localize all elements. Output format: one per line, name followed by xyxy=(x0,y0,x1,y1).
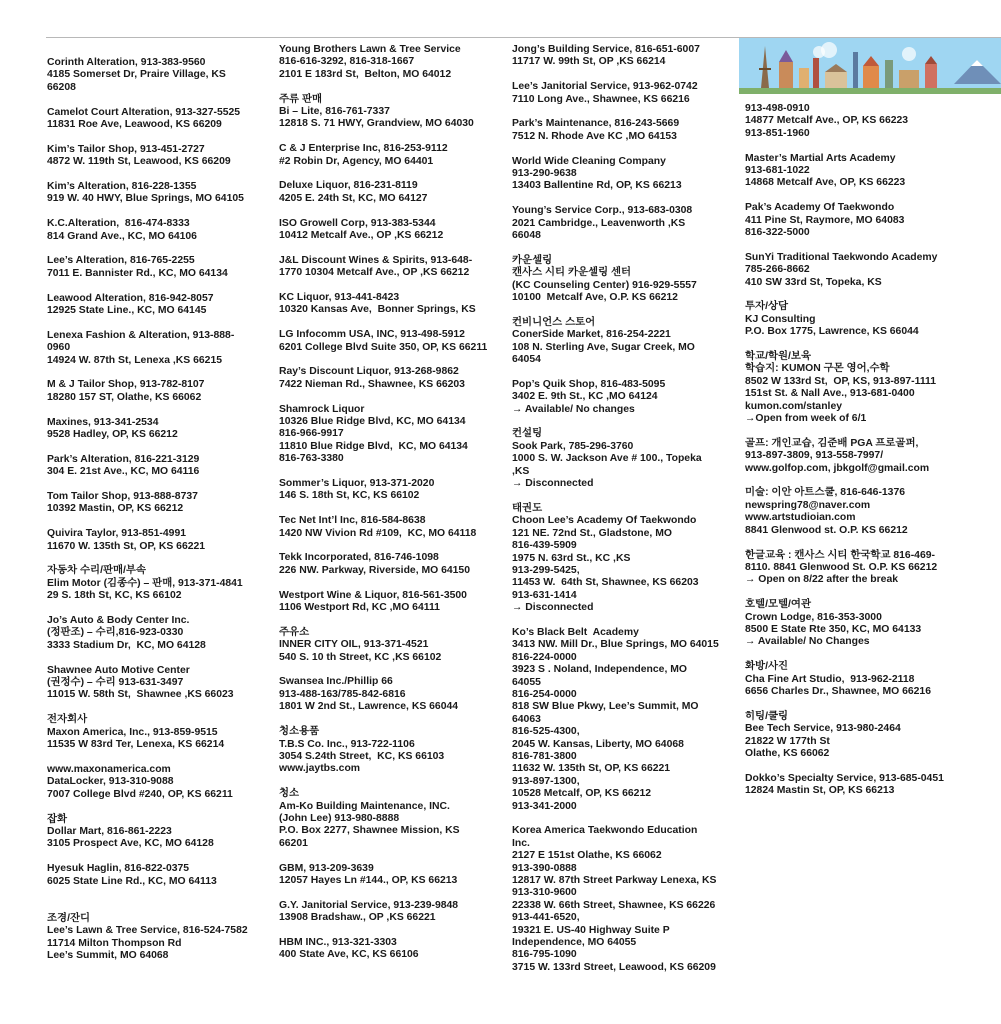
listing-line: 540 S. 10 th Street, KC ,KS 66102 xyxy=(279,651,442,663)
listing-line: 13908 Bradshaw., OP ,KS 66221 xyxy=(279,912,436,924)
listing-line: 913-851-1960 xyxy=(745,127,810,139)
listing-line: 11831 Roe Ave, Leawood, KS 66209 xyxy=(47,119,222,131)
listing-line: Kim’s Alteration, 816-228-1355 xyxy=(47,181,197,193)
listing-line: Bi – Lite, 816-761-7337 xyxy=(279,106,390,118)
listing-line: 12817 W. 87th Street Parkway Lenexa, KS xyxy=(512,875,717,887)
listing-line: 11717 W. 99th St, OP ,KS 66214 xyxy=(512,56,666,68)
listing-line: 10412 Metcalf Ave., OP ,KS 66212 xyxy=(279,230,444,242)
listing-entry xyxy=(279,515,494,540)
listing-line: →Open from week of 6/1 xyxy=(745,413,867,425)
listing-entry xyxy=(279,94,494,131)
listing-line: 학교/학원/보육 xyxy=(745,351,811,363)
listing-line: 10320 Kansas Ave, Bonner Springs, KS xyxy=(279,304,476,316)
listing-line: Swansea Inc./Phillip 66 xyxy=(279,676,393,688)
listing-line: 골프: 개인교습, 김준배 PGA 프로골퍼, xyxy=(745,437,919,449)
listing-line: 18280 157 ST, Olathe, KS 66062 xyxy=(47,391,202,403)
listing-line: KJ Consulting xyxy=(745,313,816,325)
listing-line: HBM INC., 913-321-3303 xyxy=(279,936,397,948)
listing-line: #2 Robin Dr, Agency, MO 64401 xyxy=(279,155,434,167)
listing-line: Quivira Taylor, 913-851-4991 xyxy=(47,528,187,540)
listing-line: 8841 Glenwood st. O.P. KS 66212 xyxy=(745,524,908,536)
listing-entry xyxy=(279,218,494,243)
listing-line: Master’s Martial Arts Academy xyxy=(745,152,896,164)
listing-entry xyxy=(512,825,727,974)
listing-line: 7007 College Blvd #240, OP, KS 66211 xyxy=(47,788,233,800)
listing-line: K.C.Alteration, 816-474-8333 xyxy=(47,218,190,230)
listing-line: SunYi Traditional Taekwondo Academy xyxy=(745,251,938,263)
listing-entry xyxy=(512,205,727,242)
listing-entry xyxy=(279,726,494,776)
listing-entry xyxy=(745,550,995,587)
listing-line: Shamrock Liquor xyxy=(279,403,365,415)
listing-line: 3923 S . Noland, Independence, MO xyxy=(512,664,687,676)
listing-entry xyxy=(745,103,995,140)
listing-entry xyxy=(745,661,995,698)
listing-line: Lee’s Lawn & Tree Service, 816-524-7582 xyxy=(47,925,248,937)
listing-entry xyxy=(279,366,494,391)
listing-line: 주류 판매 xyxy=(279,93,323,105)
listing-line: 913-299-5425, xyxy=(512,564,580,576)
listing-entry xyxy=(279,292,494,317)
listing-line: ConerSide Market, 816-254-2221 xyxy=(512,329,671,341)
listing-line: (권정수) – 수리 913-631-3497 xyxy=(47,677,184,689)
listing-line: Korea America Taekwondo Education xyxy=(512,825,698,837)
listing-line: 151st St. & Nall Ave., 913-681-0400 xyxy=(745,388,915,400)
listing-line: 13403 Ballentine Rd, OP, KS 66213 xyxy=(512,180,682,192)
listing-line: 3413 NW. Mill Dr., Blue Springs, MO 64015 xyxy=(512,639,719,651)
listing-line: Dollar Mart, 816-861-2223 xyxy=(47,825,172,837)
listing-line: Shawnee Auto Motive Center xyxy=(47,664,190,676)
listing-entry xyxy=(745,301,995,338)
listing-line: Young’s Service Corp., 913-683-0308 xyxy=(512,205,693,217)
listing-line: P.O. Box 1775, Lawrence, KS 66044 xyxy=(745,326,919,338)
world-landmarks-icon xyxy=(739,38,1001,94)
listing-line: 10100 Metcalf Ave, O.P. KS 66212 xyxy=(512,292,678,304)
listing-line: Park’s Alteration, 816-221-3129 xyxy=(47,453,200,465)
listing-line: www.artstudioian.com xyxy=(745,512,856,524)
listing-line: 12925 State Line., KC, MO 64145 xyxy=(47,305,207,317)
listing-line: 9528 Hadley, OP, KS 66212 xyxy=(47,429,178,441)
listing-entry xyxy=(279,329,494,354)
listing-line: Olathe, KS 66062 xyxy=(745,747,830,759)
listing-entry xyxy=(47,57,262,94)
listing-line: T.B.S Co. Inc., 913-722-1106 xyxy=(279,738,415,750)
listing-entry xyxy=(47,417,262,442)
listing-entry xyxy=(745,351,995,425)
listing-line: www.maxonamerica.com xyxy=(47,763,171,775)
listing-line: 816-781-3800 xyxy=(512,751,577,762)
listing-line: LG Infocomm USA, INC, 913-498-5912 xyxy=(279,329,465,341)
listing-line: KC Liquor, 913-441-8423 xyxy=(279,292,400,304)
listing-line: 2045 W. Kansas, Liberty, MO 64068 xyxy=(512,738,684,750)
listing-line: 400 State Ave, KC, KS 66106 xyxy=(279,949,419,961)
listing-line: 10326 Blue Ridge Blvd, KC, MO 64134 xyxy=(279,416,466,428)
listing-line: Westport Wine & Liquor, 816-561-3500 xyxy=(279,589,467,601)
listing-entry xyxy=(47,565,262,602)
listing-line: 22338 W. 66th Street, Shawnee, KS 66226 xyxy=(512,899,716,911)
listing-line: 816-254-0000 xyxy=(512,688,577,700)
listing-line: → Open on 8/22 after the break xyxy=(745,574,899,586)
listing-entry xyxy=(279,404,494,466)
listing-line: 1801 W 2nd St., Lawrence, KS 66044 xyxy=(279,701,459,713)
listing-line: Crown Lodge, 816-353-3000 xyxy=(745,611,882,623)
listing-line: Deluxe Liquor, 816-231-8119 xyxy=(279,180,418,192)
listing-line: 8110. 8841 Glenwood St. O.P. KS 66212 xyxy=(745,561,938,573)
listing-line: Tom Tailor Shop, 913-888-8737 xyxy=(47,491,198,503)
listing-line: 913-310-9600 xyxy=(512,887,577,899)
listing-line: Bee Tech Service, 913-980-2464 xyxy=(745,723,901,735)
listing-line: C & J Enterprise Inc, 816-253-9112 xyxy=(279,143,448,155)
listing-line: 1000 S. W. Jackson Ave # 100., Topeka xyxy=(512,453,702,465)
listing-line: → Available/ No changes xyxy=(512,403,635,415)
listing-line: G.Y. Janitorial Service, 913-239-9848 xyxy=(279,899,459,911)
listing-line: 2127 E 151st Olathe, KS 66062 xyxy=(512,850,662,862)
listing-line: 14868 Metcalf Ave, OP, KS 66223 xyxy=(745,177,906,189)
listing-line: 청소 xyxy=(279,788,300,800)
listing-entry xyxy=(279,676,494,713)
listing-line: 14924 W. 87th St, Lenexa ,KS 66215 xyxy=(47,354,223,366)
listing-line: 1770 10304 Metcalf Ave., OP ,KS 66212 xyxy=(279,267,470,279)
listing-line: 12818 S. 71 HWY, Grandview, MO 64030 xyxy=(279,118,474,130)
listing-line: 919 W. 40 HWY, Blue Springs, MO 64105 xyxy=(47,193,244,205)
listing-entry xyxy=(512,428,727,490)
listing-line: 투자/상담 xyxy=(745,301,789,313)
listing-line: 29 S. 18th St, KC, KS 66102 xyxy=(47,590,182,602)
listing-entry xyxy=(279,788,494,850)
listing-line: 2021 Cambridge., Leavenworth ,KS xyxy=(512,217,686,229)
listing-line: 컨설팅 xyxy=(512,428,543,440)
listing-line: 816-795-1090 xyxy=(512,949,577,961)
listing-line: 0960 xyxy=(47,342,71,354)
listing-line: Cha Fine Art Studio, 913-962-2118 xyxy=(745,673,915,685)
listing-line: Lee’s Janitorial Service, 913-962-0742 xyxy=(512,81,698,93)
listing-line: Lenexa Fashion & Alteration, 913-888- xyxy=(47,329,235,341)
listing-line: 8500 E State Rte 350, KC, MO 64133 xyxy=(745,623,922,635)
listing-line: Young Brothers Lawn & Tree Service xyxy=(279,44,461,55)
listing-line: 816-525-4300, xyxy=(512,726,580,738)
listing-line: 6656 Charles Dr., Shawnee, MO 66216 xyxy=(745,685,931,697)
listing-line: INNER CITY OIL, 913-371-4521 xyxy=(279,639,429,651)
listing-line: 3105 Prospect Ave, KC, MO 64128 xyxy=(47,838,214,850)
listing-line: 226 NW. Parkway, Riverside, MO 64150 xyxy=(279,564,470,576)
listing-line: Pak’s Academy Of Taekwondo xyxy=(745,202,895,214)
listing-line: 814 Grand Ave., KC, MO 64106 xyxy=(47,230,197,242)
listing-line: 411 Pine St, Raymore, MO 64083 xyxy=(745,214,905,226)
listing-line: 7110 Long Ave., Shawnee, KS 66216 xyxy=(512,93,690,105)
listing-line: Elim Motor (김종수) – 판매, 913-371-4841 xyxy=(47,577,243,589)
listing-line: J&L Discount Wines & Spirits, 913-648- xyxy=(279,254,473,266)
listing-entry xyxy=(47,107,262,132)
listing-line: 6201 College Blvd Suite 350, OP, KS 66211 xyxy=(279,341,488,353)
listing-line: 3333 Stadium Dr, KC, MO 64128 xyxy=(47,639,206,651)
listing-line: 1420 NW Vivion Rd #109, KC, MO 64118 xyxy=(279,527,477,539)
listing-line: DataLocker, 913-310-9088 xyxy=(47,776,174,788)
listing-line: www.golfop.com, jbkgolf@gmail.com xyxy=(745,462,930,474)
listing-line: 816-439-5909 xyxy=(512,540,577,552)
listing-entry xyxy=(47,764,262,801)
listing-line: 11714 Milton Thompson Rd xyxy=(47,937,182,949)
listing-line: Ko’s Black Belt Academy xyxy=(512,626,639,638)
listing-line: 11632 W. 135th St, OP, KS 66221 xyxy=(512,763,671,775)
listing-line: Tekk Incorporated, 816-746-1098 xyxy=(279,552,439,564)
listing-entry xyxy=(512,379,727,416)
listing-entry xyxy=(47,293,262,318)
listing-line: Leawood Alteration, 816-942-8057 xyxy=(47,292,214,304)
listing-entry xyxy=(512,81,727,106)
listing-line: Sommer’s Liquor, 913-371-2020 xyxy=(279,478,435,490)
listing-line: World Wide Cleaning Company xyxy=(512,155,666,167)
listing-entry xyxy=(279,937,494,962)
listing-line: 21822 W 177th St xyxy=(745,735,830,747)
listing-line: 913-681-1022 xyxy=(745,165,810,177)
listing-line: 146 S. 18th St, KC, KS 66102 xyxy=(279,490,420,502)
listing-line: Am-Ko Building Maintenance, INC. xyxy=(279,800,450,812)
listing-line: Dokko’s Specialty Service, 913-685-0451 xyxy=(745,772,944,784)
listing-entry xyxy=(47,665,262,702)
listing-line: 10528 Metcalf, OP, KS 66212 xyxy=(512,788,652,800)
listing-line: 조경/잔디 xyxy=(47,912,91,924)
listing-line: 64055 xyxy=(512,676,541,688)
directory-column-2 xyxy=(279,44,494,974)
listing-entry xyxy=(279,255,494,280)
listing-entry xyxy=(279,900,494,925)
listing-line xyxy=(47,900,262,912)
listing-line: 785-266-8662 xyxy=(745,264,810,276)
listing-entry xyxy=(512,44,727,69)
listing-line: 66201 xyxy=(279,837,308,849)
listing-entry xyxy=(279,590,494,615)
listing-line: 4205 E. 24th St, KC, MO 64127 xyxy=(279,192,428,204)
listing-line: 64063 xyxy=(512,713,541,725)
listing-line: 미술: 이안 아트스쿨, 816-646-1376 xyxy=(745,487,906,499)
listing-entry xyxy=(512,503,727,615)
listing-line: 121 NE. 72nd St., Gladstone, MO xyxy=(512,527,672,539)
listing-line: 8502 W 133rd St, OP, KS, 913-897-1111 xyxy=(745,375,937,387)
listing-entry xyxy=(47,863,262,888)
listing-line: 816-322-5000 xyxy=(745,227,810,239)
listing-entry xyxy=(745,487,995,537)
listing-line: Choon Lee’s Academy Of Taekwondo xyxy=(512,515,697,527)
listing-line: 816-224-0000 xyxy=(512,651,577,663)
listing-entry xyxy=(745,153,995,190)
listing-line: 컨비니언스 스토어 xyxy=(512,316,596,328)
listing-line: 11810 Blue Ridge Blvd, KC, MO 64134 xyxy=(279,440,468,452)
listing-line: GBM, 913-209-3639 xyxy=(279,862,374,874)
listing-line: 913-631-1414 xyxy=(512,589,577,601)
listing-entry xyxy=(279,44,494,81)
listing-line: Hyesuk Haglin, 816-822-0375 xyxy=(47,863,190,875)
listing-entry xyxy=(745,202,995,239)
listing-line: 66048 xyxy=(512,230,541,242)
listing-line: 화방/사진 xyxy=(745,661,789,673)
listing-line: 1106 Westport Rd, KC ,MO 64111 xyxy=(279,602,440,614)
listing-line: 한글교육 : 캔사스 시티 한국학교 816-469- xyxy=(745,549,935,561)
listing-entry xyxy=(47,714,262,751)
listing-line: Pop’s Quik Shop, 816-483-5095 xyxy=(512,378,666,390)
listing-line: Independence, MO 64055 xyxy=(512,937,637,949)
listing-entry xyxy=(279,478,494,503)
listing-line: Lee’s Alteration, 816-765-2255 xyxy=(47,255,195,267)
listing-line: 12057 Hayes Ln #144., OP, KS 66213 xyxy=(279,874,458,886)
listing-line: Maxon America, Inc., 913-859-9515 xyxy=(47,726,218,738)
listing-line: Camelot Court Alteration, 913-327-5525 xyxy=(47,106,241,118)
listing-entry xyxy=(47,900,262,962)
listing-line: → Disconnected xyxy=(512,602,594,614)
listing-line: 11015 W. 58th St, Shawnee ,KS 66023 xyxy=(47,689,234,701)
listing-entry xyxy=(512,118,727,143)
listing-line: 66208 xyxy=(47,81,76,93)
listing-line: (정판조) – 수리,816-923-0330 xyxy=(47,627,184,639)
listing-entry xyxy=(745,252,995,289)
listing-line: 3054 S.24th Street, KC, KS 66103 xyxy=(279,750,445,762)
listing-line: Tec Net Int’l Inc, 816-584-8638 xyxy=(279,515,426,527)
directory-column-3 xyxy=(512,44,727,987)
listing-entry xyxy=(279,863,494,888)
listing-line: Lee’s Summit, MO 64068 xyxy=(47,949,169,961)
listing-line: 주유소 xyxy=(279,626,310,638)
listing-line: 913-897-1300, xyxy=(512,775,580,787)
listing-line: 카운셀링 xyxy=(512,254,553,266)
listing-line: 7512 N. Rhode Ave KC ,MO 64153 xyxy=(512,130,677,142)
listing-line: Kim’s Tailor Shop, 913-451-2727 xyxy=(47,143,205,155)
listing-line: 전자회사 xyxy=(47,714,88,726)
listing-line: 913-341-2000 xyxy=(512,800,577,812)
listing-line: 816-763-3380 xyxy=(279,453,344,465)
listing-line: 11535 W 83rd Ter, Lenexa, KS 66214 xyxy=(47,739,225,751)
listing-line: ,KS xyxy=(512,465,530,477)
listing-entry xyxy=(279,180,494,205)
listing-line: Inc. xyxy=(512,837,530,849)
listing-line: (John Lee) 913-980-8888 xyxy=(279,812,400,824)
listing-entry xyxy=(47,330,262,367)
listing-entry xyxy=(512,255,727,305)
listing-line: 호텔/모텔/여관 xyxy=(745,599,811,611)
listing-line: 4185 Somerset Dr, Praire Village, KS xyxy=(47,69,226,81)
listing-line: 913-488-163/785-842-6816 xyxy=(279,688,406,700)
listing-entry xyxy=(512,627,727,813)
listing-line: 6025 State Line Rd., KC, MO 64113 xyxy=(47,875,217,887)
listing-line: 816-616-3292, 816-318-1667 xyxy=(279,56,415,68)
listing-entry xyxy=(47,181,262,206)
listing-line: 10392 Mastin, OP, KS 66212 xyxy=(47,503,184,515)
directory-column-1 xyxy=(47,57,262,975)
listing-line: 818 SW Blue Pkwy, Lee’s Summit, MO xyxy=(512,701,699,713)
listing-entry xyxy=(47,379,262,404)
listing-entry xyxy=(279,143,494,168)
listing-line: 913-441-6520, xyxy=(512,912,580,924)
listing-entry xyxy=(47,814,262,851)
listing-line: kumon.com/stanley xyxy=(745,400,843,412)
listing-line: 자동차 수리/판매/부속 xyxy=(47,565,146,577)
listing-line: → Available/ No Changes xyxy=(745,636,870,648)
listing-line: 410 SW 33rd St, Topeka, KS xyxy=(745,276,882,288)
listing-line: 11453 W. 64th St, Shawnee, KS 66203 xyxy=(512,577,699,589)
listing-line: 108 N. Sterling Ave, Sugar Creek, MO xyxy=(512,341,695,353)
listing-entry xyxy=(745,773,995,798)
listing-entry xyxy=(279,552,494,577)
listing-line: 11670 W. 135th St, OP, KS 66221 xyxy=(47,540,206,552)
listing-line: 913-498-0910 xyxy=(745,103,810,114)
listing-entry xyxy=(47,491,262,516)
listing-line: M & J Tailor Shop, 913-782-8107 xyxy=(47,379,205,391)
listing-line: Maxines, 913-341-2534 xyxy=(47,416,159,428)
listing-line: newspring78@naver.com xyxy=(745,499,871,511)
listing-line: www.jaytbs.com xyxy=(279,763,361,775)
listing-line: Park’s Maintenance, 816-243-5669 xyxy=(512,118,680,130)
listing-line: Sook Park, 785-296-3760 xyxy=(512,440,634,452)
listing-line: Jong’s Building Service, 816-651-6007 xyxy=(512,44,700,55)
listing-line: 1975 N. 63rd St., KC ,KS xyxy=(512,552,631,564)
listing-entry xyxy=(47,454,262,479)
listing-line: 학습지: KUMON 구몬 영어,수학 xyxy=(745,363,890,375)
listing-entry xyxy=(512,156,727,193)
listing-line: 태권도 xyxy=(512,502,543,514)
listing-entry xyxy=(47,255,262,280)
listing-line: 816-966-9917 xyxy=(279,428,344,440)
listing-entry xyxy=(745,438,995,475)
listing-line: 14877 Metcalf Ave., OP, KS 66223 xyxy=(745,115,909,127)
listing-entry xyxy=(47,528,262,553)
listing-entry xyxy=(47,144,262,169)
listing-line: 7422 Nieman Rd., Shawnee, KS 66203 xyxy=(279,378,465,390)
listing-entry xyxy=(512,317,727,367)
listing-entry xyxy=(279,627,494,664)
listing-line: 3715 W. 133rd Street, Leawood, KS 66209 xyxy=(512,961,716,973)
listing-line: 3402 E. 9th St., KC ,MO 64124 xyxy=(512,391,658,403)
listing-line: ISO Growell Corp, 913-383-5344 xyxy=(279,217,436,229)
listing-entry xyxy=(47,218,262,243)
listing-line: 캔사스 시티 카운셀링 센터 xyxy=(512,267,632,279)
listing-entry xyxy=(745,711,995,761)
directory-column-4 xyxy=(745,103,995,810)
listing-line: 2101 E 183rd St, Belton, MO 64012 xyxy=(279,68,452,80)
listing-line: (KC Counseling Center) 916-929-5557 xyxy=(512,279,697,291)
listing-line: 913-290-9638 xyxy=(512,168,577,180)
listing-line: 청소용품 xyxy=(279,726,320,738)
listing-line: 64054 xyxy=(512,354,541,366)
listing-line: 잡화 xyxy=(47,813,68,825)
listing-line: P.O. Box 2277, Shawnee Mission, KS xyxy=(279,825,460,837)
listing-entry xyxy=(47,615,262,652)
listing-line: 7011 E. Bannister Rd., KC, MO 64134 xyxy=(47,267,228,279)
listing-line: 히팅/쿨링 xyxy=(745,710,789,722)
listing-line: Jo’s Auto & Body Center Inc. xyxy=(47,615,190,627)
listing-line: 913-897-3809, 913-558-7997/ xyxy=(745,450,884,462)
listing-line: → Disconnected xyxy=(512,478,594,490)
listing-line: 913-390-0888 xyxy=(512,862,577,874)
listing-entry xyxy=(745,599,995,649)
listing-line: 19321 E. US-40 Highway Suite P xyxy=(512,924,670,936)
listing-line: 4872 W. 119th St, Leawood, KS 66209 xyxy=(47,156,231,168)
listing-line: 304 E. 21st Ave., KC, MO 64116 xyxy=(47,466,200,478)
listing-line: Ray’s Discount Liquor, 913-268-9862 xyxy=(279,366,459,378)
listing-line: Corinth Alteration, 913-383-9560 xyxy=(47,57,206,68)
listing-line: 12824 Mastin St, OP, KS 66213 xyxy=(745,785,895,797)
